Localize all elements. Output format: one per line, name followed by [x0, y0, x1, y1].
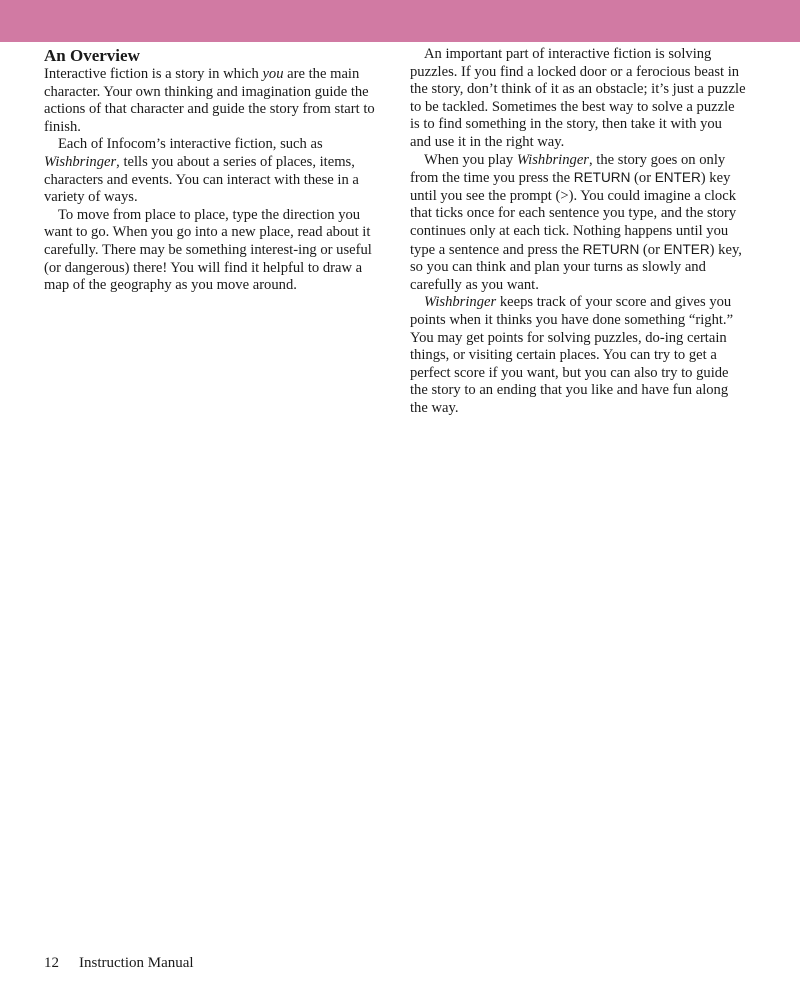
- paragraph-turns: When you play Wishbringer, the story goes on only from the time you press the RETURN (or ENTER) key until you see the prompt (>). You could imagine a clock that ticks once for each sentence you type, and the story continues only at each tick. Nothing happens until you type a sentence and press the RETURN (or ENTER) key, so you can think and plan your turns as slowly and carefully as you want.: [410, 151, 742, 293]
- left-column: [44, 46, 384, 295]
- paragraph-puzzles: An important part of interactive fiction is solving puzzles. If you find a locked door or a ferocious beast in the story, don’t think of it as an obstacle; it’s just a puzzle to be tackled. Sometimes the best way to solve a puzzle is to find something in the story, then take it with you and use it in the right way.: [410, 46, 746, 150]
- section-heading: An Overview: [44, 46, 140, 65]
- page-number: 12: [44, 955, 59, 971]
- right-column: [410, 46, 746, 417]
- paragraph-score: Wishbringer keeps track of your score and gives you points when it thinks you have done something “right.” You may get points for solving puzzles, do-ing certain things, or visiting certain places. You can try to get a perfect score if you want, but you can also try to guide the story to an ending that you like and have fun along the way.: [410, 294, 734, 416]
- enter-key-label: ENTER: [663, 241, 710, 257]
- header-band: [0, 0, 800, 42]
- paragraph-intro: Interactive fiction is a story in which you are the main character. Your own thinking and imagination guide the actions of that character and guide the story from start to finish.: [44, 66, 375, 135]
- return-key-label: RETURN: [573, 170, 631, 186]
- page-footer: [44, 954, 194, 972]
- enter-key-label: ENTER: [654, 170, 701, 186]
- paragraph-movement: To move from place to place, type the direction you want to go. When you go into a new place, read about it carefully. There may be something interest-ing or useful (or dangerous) there! You will find it helpful to draw a map of the geography as you move around.: [44, 206, 372, 294]
- paragraph-infocom: Each of Infocom’s interactive fiction, such as Wishbringer, tells you about a series of places, items, characters and events. You can interact with these in a variety of ways.: [44, 136, 359, 206]
- return-key-label: RETURN: [582, 241, 640, 257]
- footer-label: Instruction Manual: [79, 955, 194, 971]
